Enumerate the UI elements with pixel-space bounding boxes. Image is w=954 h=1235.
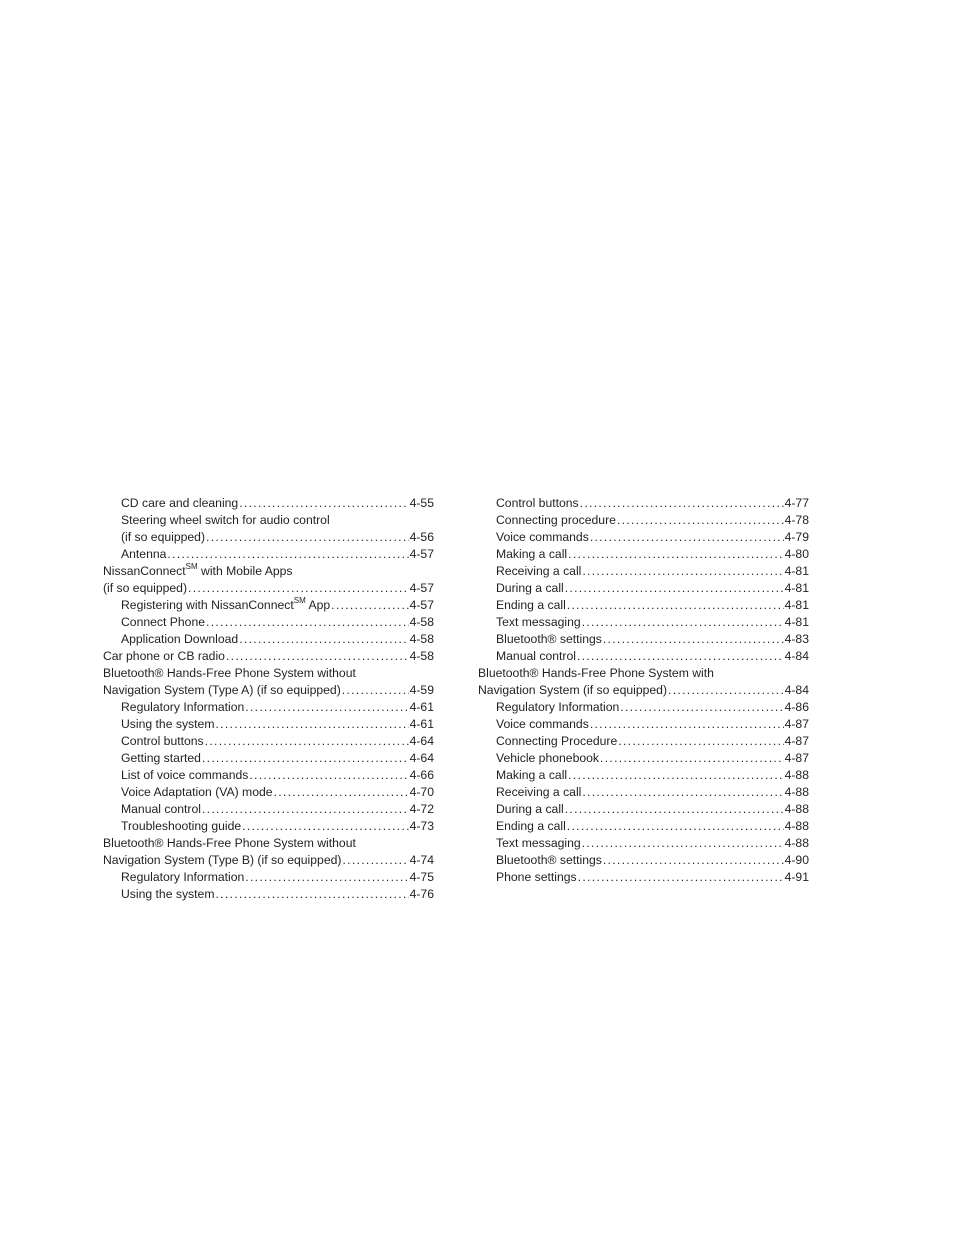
toc-entry-text: Voice commands [496,530,589,544]
toc-entry-title [478,682,667,699]
toc-entry-text: Connecting Procedure [496,734,618,748]
toc-entry-title [496,597,566,614]
page-number: 4-87 [784,751,809,765]
toc-entry-title [103,852,341,869]
toc-entry-text: During a call [496,581,564,595]
toc-entry-title [121,716,214,733]
dot-leader [578,869,784,886]
toc-entry-title [103,682,341,699]
page-number: 4-80 [784,547,809,561]
toc-entry[interactable] [478,784,809,801]
page-number: 4-84 [784,683,809,697]
toc-entry-title [496,733,617,750]
toc-entry-title [496,699,619,716]
toc-entry-title [121,512,330,529]
toc-line [478,750,809,767]
toc-line [103,512,434,529]
toc-entry[interactable] [103,648,434,665]
toc-line [103,886,434,903]
toc-entry-text: Bluetooth® Hands-Free Phone System without [103,836,356,850]
page-number: 4-88 [784,836,809,850]
dot-leader [188,580,409,597]
page-number: 4-78 [784,513,809,527]
toc-right-column [478,495,809,886]
toc-entry[interactable] [103,614,434,631]
dot-leader [577,648,784,665]
dot-leader [331,597,408,614]
toc-line [478,869,809,886]
toc-entry-title [496,750,599,767]
toc-line [103,682,434,699]
toc-entry-text: Troubleshooting guide [121,819,242,833]
toc-line [478,801,809,818]
page-number: 4-56 [409,530,434,544]
page-number: 4-88 [784,802,809,816]
dot-leader [342,682,409,699]
dot-leader [618,733,783,750]
toc-entry-text: Steering wheel switch for audio control [121,513,330,527]
toc-entry-title [496,716,589,733]
toc-entry[interactable] [478,563,809,580]
page-number: 4-61 [409,700,434,714]
page-number: 4-74 [409,853,434,867]
toc-entry-text: Application Download [121,632,239,646]
toc-entry-text: Ending a call [496,598,566,612]
toc-entry-text: During a call [496,802,564,816]
toc-entry-title [496,580,564,597]
toc-entry[interactable] [103,716,434,733]
toc-entry-text: (if so equipped) [103,581,188,595]
dot-leader [567,597,784,614]
toc-entry-title [121,597,330,614]
toc-entry[interactable] [103,563,434,597]
toc-entry[interactable] [478,529,809,546]
page-number: 4-88 [784,768,809,782]
dot-leader [600,750,784,767]
dot-leader [582,563,783,580]
dot-leader [565,801,784,818]
toc-entry-text-suffix: App [305,598,331,612]
toc-line [478,665,809,682]
toc-line [103,699,434,716]
toc-line [103,580,434,597]
toc-entry-text: Regulatory Information [496,700,620,714]
toc-line [478,597,809,614]
page-number: 4-70 [409,785,434,799]
toc-entry-text: Connecting procedure [496,513,616,527]
toc-entry[interactable] [478,801,809,818]
toc-entry[interactable] [478,852,809,869]
toc-line [103,614,434,631]
toc-entry[interactable] [478,512,809,529]
page-number: 4-79 [784,530,809,544]
dot-leader [568,767,783,784]
toc-line [103,835,434,852]
toc-line [478,631,809,648]
page-number: 4-64 [409,751,434,765]
toc-line [478,784,809,801]
toc-entry-text: Making a call [496,768,568,782]
toc-entry-title [103,580,187,597]
dot-leader [582,614,784,631]
toc-entry-text: Bluetooth® Hands-Free Phone System without [103,666,356,680]
toc-entry[interactable] [478,835,809,852]
toc-line [103,631,434,648]
toc-entry[interactable] [478,818,809,835]
toc-entry-title [496,529,589,546]
toc-entry-text: Bluetooth® settings [496,853,602,867]
dot-leader [226,648,409,665]
toc-line [478,716,809,733]
toc-entry[interactable] [478,648,809,665]
toc-entry-text: NissanConnect [103,564,186,578]
toc-entry-text: Using the system [121,717,215,731]
toc-entry-title [103,665,356,682]
toc-entry-text: Connect Phone [121,615,206,629]
dot-leader [568,546,783,563]
toc-entry[interactable] [478,614,809,631]
toc-entry-text: Ending a call [496,819,566,833]
toc-entry-title [121,699,244,716]
toc-entry-text: Phone settings [496,870,577,884]
toc-entry-title [496,614,581,631]
dot-leader [202,750,409,767]
toc-entry-text: Voice Adaptation (VA) mode [121,785,273,799]
toc-line [478,512,809,529]
toc-line [478,733,809,750]
toc-line [103,665,434,682]
toc-entry-text: Voice commands [496,717,589,731]
toc-line [478,580,809,597]
page-number: 4-73 [409,819,434,833]
toc-entry[interactable] [103,750,434,767]
toc-entry-title [121,750,201,767]
toc-entry-title [496,784,581,801]
dot-leader [603,852,784,869]
toc-line [103,852,434,869]
dot-leader [274,784,409,801]
toc-entry-title [103,648,225,665]
toc-entry-text: Receiving a call [496,564,582,578]
toc-line [103,563,434,580]
toc-entry[interactable] [478,733,809,750]
page-number: 4-58 [409,615,434,629]
page-number: 4-81 [784,581,809,595]
toc-entry[interactable] [103,665,434,699]
page-number: 4-86 [784,700,809,714]
toc-line [478,563,809,580]
toc-entry-title [121,631,238,648]
dot-leader [206,614,409,631]
toc-entry-text: List of voice commands [121,768,249,782]
toc-line [103,750,434,767]
dot-leader [590,529,784,546]
toc-line [478,699,809,716]
toc-entry-title [496,869,577,886]
toc-entry[interactable] [478,580,809,597]
toc-entry-title [496,818,566,835]
toc-entry[interactable] [103,733,434,750]
toc-entry[interactable] [103,869,434,886]
trademark-superscript: SM [293,595,306,605]
toc-entry-title [103,835,356,852]
toc-entry[interactable] [478,546,809,563]
dot-leader [215,716,408,733]
toc-entry-title [496,546,567,563]
toc-entry-title [121,801,201,818]
toc-entry-title [496,801,564,818]
toc-entry-title [121,546,166,563]
toc-entry-text: Manual control [496,649,576,663]
toc-entry-title [121,495,238,512]
page-number: 4-58 [409,632,434,646]
toc-line [478,852,809,869]
toc-entry-text: Regulatory Information [121,870,245,884]
toc-line [103,801,434,818]
dot-leader [239,631,408,648]
page-number: 4-81 [784,564,809,578]
toc-entry-text: Using the system [121,887,215,901]
toc-entry[interactable] [103,818,434,835]
dot-leader [603,631,784,648]
toc-entry-title [496,512,616,529]
toc-entry[interactable] [478,750,809,767]
toc-entry[interactable] [478,665,809,699]
toc-entry-text: Navigation System (Type B) (if so equipped) [103,853,342,867]
page-number: 4-57 [409,598,434,612]
toc-line [103,767,434,784]
toc-line [103,818,434,835]
toc-entry[interactable] [103,699,434,716]
toc-entry-text: Control buttons [496,496,579,510]
toc-line [478,682,809,699]
toc-entry[interactable] [103,512,434,546]
dot-leader [249,767,408,784]
toc-entry-text: CD care and cleaning [121,496,239,510]
dot-leader [582,835,784,852]
toc-line [478,835,809,852]
page-number: 4-59 [409,683,434,697]
dot-leader [668,682,784,699]
toc-entry-title [496,767,567,784]
page-number: 4-72 [409,802,434,816]
toc-entry[interactable] [478,699,809,716]
toc-entry[interactable] [478,869,809,886]
page-number: 4-58 [409,649,434,663]
page-number: 4-87 [784,717,809,731]
dot-leader [582,784,783,801]
toc-entry[interactable] [103,801,434,818]
page-number: 4-55 [409,496,434,510]
dot-leader [167,546,408,563]
toc-entry-title [496,631,602,648]
toc-entry[interactable] [478,767,809,784]
page-number: 4-83 [784,632,809,646]
toc-entry-text: Control buttons [121,734,204,748]
dot-leader [245,699,408,716]
toc-line [103,597,434,614]
toc-line [478,614,809,631]
toc-line [478,495,809,512]
page-number: 4-87 [784,734,809,748]
dot-leader [590,716,784,733]
toc-entry[interactable] [478,597,809,614]
toc-entry-text: Antenna [121,547,167,561]
toc-entry-title [121,886,214,903]
toc-entry-title [496,563,581,580]
dot-leader [215,886,408,903]
toc-entry-text: Regulatory Information [121,700,245,714]
toc-entry[interactable] [103,495,434,512]
toc-entry-title [478,665,714,682]
toc-entry-text: Vehicle phonebook [496,751,600,765]
toc-line [478,546,809,563]
page-number: 4-57 [409,581,434,595]
dot-leader [617,512,784,529]
page-number: 4-76 [409,887,434,901]
toc-line [103,648,434,665]
page-number: 4-66 [409,768,434,782]
page-number: 4-81 [784,615,809,629]
page-number: 4-61 [409,717,434,731]
toc-entry-title [121,529,205,546]
page-number: 4-81 [784,598,809,612]
toc-entry-text: Navigation System (Type A) (if so equipped) [103,683,341,697]
toc-entry-text: (if so equipped) [121,530,206,544]
toc-entry-text: Navigation System (if so equipped) [478,683,668,697]
toc-entry-text: Text messaging [496,836,581,850]
dot-leader [580,495,784,512]
toc-line [103,869,434,886]
toc-entry[interactable] [478,716,809,733]
toc-entry-title [121,767,248,784]
trademark-superscript: SM [185,561,198,571]
page-number: 4-75 [409,870,434,884]
toc-entry-text: Bluetooth® settings [496,632,602,646]
toc-entry[interactable] [103,546,434,563]
toc-entry-text: Making a call [496,547,568,561]
page-number: 4-88 [784,819,809,833]
toc-entry-title [121,733,204,750]
page-number: 4-88 [784,785,809,799]
toc-line [103,529,434,546]
toc-line [103,716,434,733]
toc-entry-title [121,818,241,835]
toc-line [478,818,809,835]
toc-entry-title [121,784,273,801]
toc-line [478,648,809,665]
toc-entry[interactable] [103,835,434,869]
toc-entry[interactable] [103,631,434,648]
toc-entry-text: Text messaging [496,615,581,629]
toc-entry-text: Receiving a call [496,785,582,799]
dot-leader [245,869,408,886]
toc-entry[interactable] [103,886,434,903]
dot-leader [206,529,409,546]
toc-line [478,529,809,546]
toc-entry-title [496,852,602,869]
toc-entry-text: Manual control [121,802,201,816]
toc-entry[interactable] [103,784,434,801]
page-number: 4-84 [784,649,809,663]
toc-entry-text: Getting started [121,751,201,765]
toc-entry[interactable] [478,631,809,648]
toc-entry-title [496,495,579,512]
toc-line [103,784,434,801]
toc-entry[interactable] [103,597,434,614]
toc-entry[interactable] [103,767,434,784]
dot-leader [620,699,783,716]
page-number: 4-91 [784,870,809,884]
toc-entry-title [496,648,576,665]
dot-leader [205,733,409,750]
toc-entry-text-suffix: with Mobile Apps [197,564,293,578]
page-number: 4-64 [409,734,434,748]
dot-leader [565,580,784,597]
dot-leader [242,818,408,835]
toc-left-column [103,495,434,903]
toc-entry[interactable] [478,495,809,512]
toc-entry-title [121,869,244,886]
toc-entry-text: Bluetooth® Hands-Free Phone System with [478,666,714,680]
page-number: 4-57 [409,547,434,561]
toc-entry-text: Car phone or CB radio [103,649,225,663]
toc-line [478,767,809,784]
toc-line [103,546,434,563]
toc-entry-title [496,835,581,852]
dot-leader [567,818,784,835]
toc-entry-text: Registering with NissanConnect [121,598,294,612]
toc-line [103,733,434,750]
page-number: 4-90 [784,853,809,867]
page-number: 4-77 [784,496,809,510]
toc-entry-title [121,614,205,631]
dot-leader [202,801,409,818]
dot-leader [239,495,408,512]
toc-line [103,495,434,512]
toc-entry-title [103,563,293,580]
dot-leader [342,852,408,869]
